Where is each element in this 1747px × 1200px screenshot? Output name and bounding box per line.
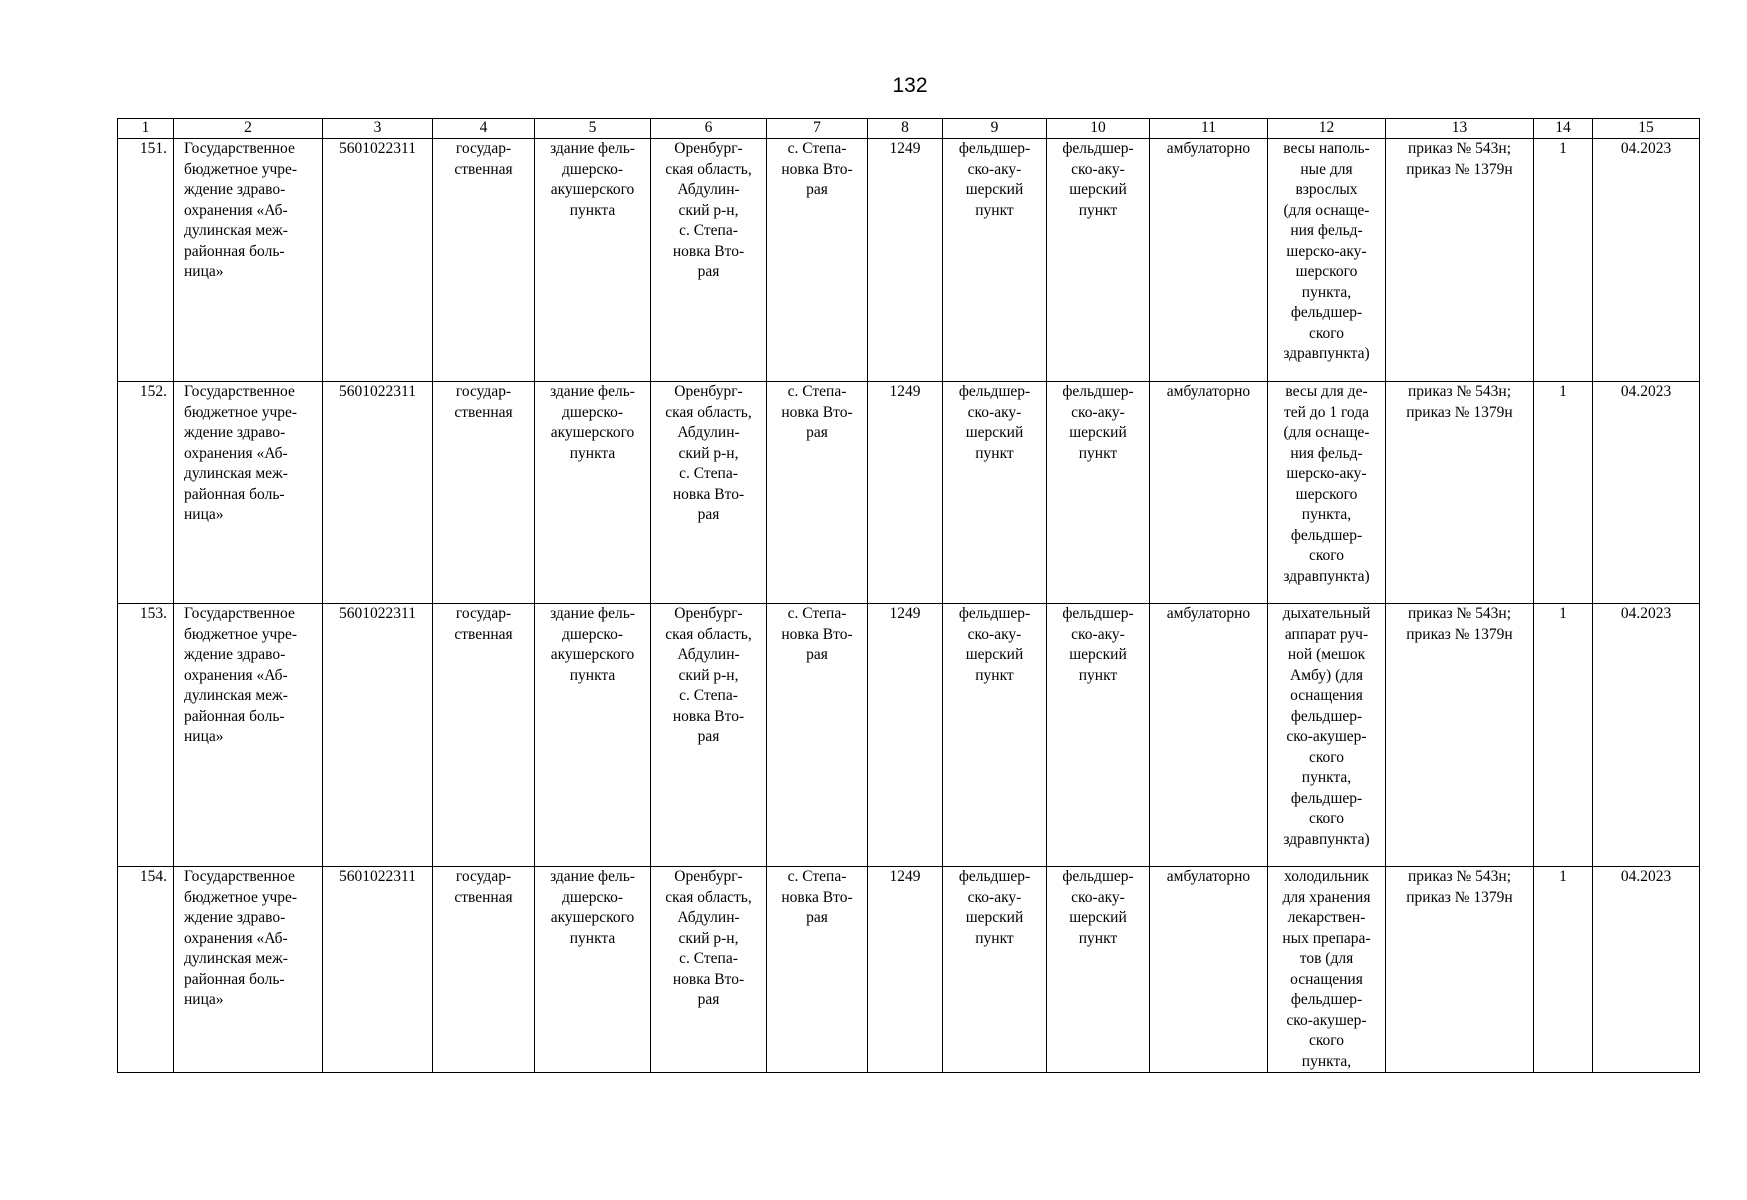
equipment-cell: холодильник для хранения лекарствен- ных препара- тов (для оснащения фельдшер- ско-акушер- ского пункта, xyxy=(1268,867,1386,1073)
care-form-cell: амбулаторно xyxy=(1150,382,1268,604)
date-cell: 04.2023 xyxy=(1593,867,1700,1073)
organization-cell: Государственное бюджетное учре- ждение здраво- охранения «Аб- дулинская меж- районная боль- ница» xyxy=(174,604,323,867)
inn-cell: 5601022311 xyxy=(323,139,433,382)
inn-cell: 5601022311 xyxy=(323,867,433,1073)
column-number: 11 xyxy=(1150,119,1268,139)
facility-type-cell: фельдшер- ско-аку- шерский пункт xyxy=(943,382,1047,604)
care-form-cell: амбулаторно xyxy=(1150,604,1268,867)
unit-type-cell: фельдшер- ско-аку- шерский пункт xyxy=(1047,604,1150,867)
column-number: 2 xyxy=(174,119,323,139)
order-cell: приказ № 543н; приказ № 1379н xyxy=(1386,604,1534,867)
column-number: 1 xyxy=(118,119,174,139)
date-cell: 04.2023 xyxy=(1593,604,1700,867)
table-row xyxy=(118,867,1700,1073)
row-number-cell: 152. xyxy=(118,382,174,604)
quantity-cell: 1 xyxy=(1534,867,1593,1073)
page-number: 132 xyxy=(892,74,928,97)
column-number: 14 xyxy=(1534,119,1593,139)
column-number: 15 xyxy=(1593,119,1700,139)
table-row xyxy=(118,604,1700,867)
address-cell: Оренбург- ская область, Абдулин- ский р-н, с. Степа- новка Вто- рая xyxy=(651,604,767,867)
column-number: 5 xyxy=(535,119,651,139)
date-cell: 04.2023 xyxy=(1593,139,1700,382)
table-row xyxy=(118,382,1700,604)
column-number: 6 xyxy=(651,119,767,139)
date-cell: 04.2023 xyxy=(1593,382,1700,604)
order-cell: приказ № 543н; приказ № 1379н xyxy=(1386,867,1534,1073)
inn-cell: 5601022311 xyxy=(323,604,433,867)
row-number-cell: 151. xyxy=(118,139,174,382)
address-cell: Оренбург- ская область, Абдулин- ский р-н, с. Степа- новка Вто- рая xyxy=(651,382,767,604)
column-number: 12 xyxy=(1268,119,1386,139)
column-number-row xyxy=(118,119,1700,139)
organization-cell: Государственное бюджетное учре- ждение здраво- охранения «Аб- дулинская меж- районная боль- ница» xyxy=(174,139,323,382)
population-cell: 1249 xyxy=(868,139,943,382)
address-cell: Оренбург- ская область, Абдулин- ский р-н, с. Степа- новка Вто- рая xyxy=(651,139,767,382)
ownership-cell: государ- ственная xyxy=(433,604,535,867)
quantity-cell: 1 xyxy=(1534,139,1593,382)
inn-cell: 5601022311 xyxy=(323,382,433,604)
quantity-cell: 1 xyxy=(1534,604,1593,867)
row-number-cell: 154. xyxy=(118,867,174,1073)
equipment-cell: весы для де- тей до 1 года (для оснаще- ния фельд- шерско-аку- шерского пункта, фельдшер- ского здравпункта) xyxy=(1268,382,1386,604)
population-cell: 1249 xyxy=(868,604,943,867)
settlement-cell: с. Степа- новка Вто- рая xyxy=(767,604,868,867)
population-cell: 1249 xyxy=(868,867,943,1073)
column-number: 9 xyxy=(943,119,1047,139)
order-cell: приказ № 543н; приказ № 1379н xyxy=(1386,382,1534,604)
column-number: 7 xyxy=(767,119,868,139)
unit-type-cell: фельдшер- ско-аку- шерский пункт xyxy=(1047,867,1150,1073)
building-cell: здание фель- дшерско- акушерского пункта xyxy=(535,867,651,1073)
building-cell: здание фель- дшерско- акушерского пункта xyxy=(535,604,651,867)
settlement-cell: с. Степа- новка Вто- рая xyxy=(767,139,868,382)
equipment-cell: дыхательный аппарат руч- ной (мешок Амбу) (для оснащения фельдшер- ско-акушер- ского пункта, фельдшер- ского здравпункта) xyxy=(1268,604,1386,867)
care-form-cell: амбулаторно xyxy=(1150,867,1268,1073)
order-cell: приказ № 543н; приказ № 1379н xyxy=(1386,139,1534,382)
ownership-cell: государ- ственная xyxy=(433,867,535,1073)
equipment-cell: весы наполь- ные для взрослых (для оснаще- ния фельд- шерско-аку- шерского пункта, фельдшер- ского здравпункта) xyxy=(1268,139,1386,382)
ownership-cell: государ- ственная xyxy=(433,139,535,382)
building-cell: здание фель- дшерско- акушерского пункта xyxy=(535,382,651,604)
population-cell: 1249 xyxy=(868,382,943,604)
column-number: 3 xyxy=(323,119,433,139)
quantity-cell: 1 xyxy=(1534,382,1593,604)
column-number: 8 xyxy=(868,119,943,139)
register-table xyxy=(117,118,1700,1073)
care-form-cell: амбулаторно xyxy=(1150,139,1268,382)
unit-type-cell: фельдшер- ско-аку- шерский пункт xyxy=(1047,382,1150,604)
building-cell: здание фель- дшерско- акушерского пункта xyxy=(535,139,651,382)
unit-type-cell: фельдшер- ско-аку- шерский пункт xyxy=(1047,139,1150,382)
table-row xyxy=(118,139,1700,382)
facility-type-cell: фельдшер- ско-аку- шерский пункт xyxy=(943,867,1047,1073)
ownership-cell: государ- ственная xyxy=(433,382,535,604)
organization-cell: Государственное бюджетное учре- ждение здраво- охранения «Аб- дулинская меж- районная боль- ница» xyxy=(174,382,323,604)
row-number-cell: 153. xyxy=(118,604,174,867)
column-number: 13 xyxy=(1386,119,1534,139)
column-number: 10 xyxy=(1047,119,1150,139)
facility-type-cell: фельдшер- ско-аку- шерский пункт xyxy=(943,604,1047,867)
settlement-cell: с. Степа- новка Вто- рая xyxy=(767,867,868,1073)
column-number: 4 xyxy=(433,119,535,139)
facility-type-cell: фельдшер- ско-аку- шерский пункт xyxy=(943,139,1047,382)
address-cell: Оренбург- ская область, Абдулин- ский р-н, с. Степа- новка Вто- рая xyxy=(651,867,767,1073)
organization-cell: Государственное бюджетное учре- ждение здраво- охранения «Аб- дулинская меж- районная боль- ница» xyxy=(174,867,323,1073)
settlement-cell: с. Степа- новка Вто- рая xyxy=(767,382,868,604)
